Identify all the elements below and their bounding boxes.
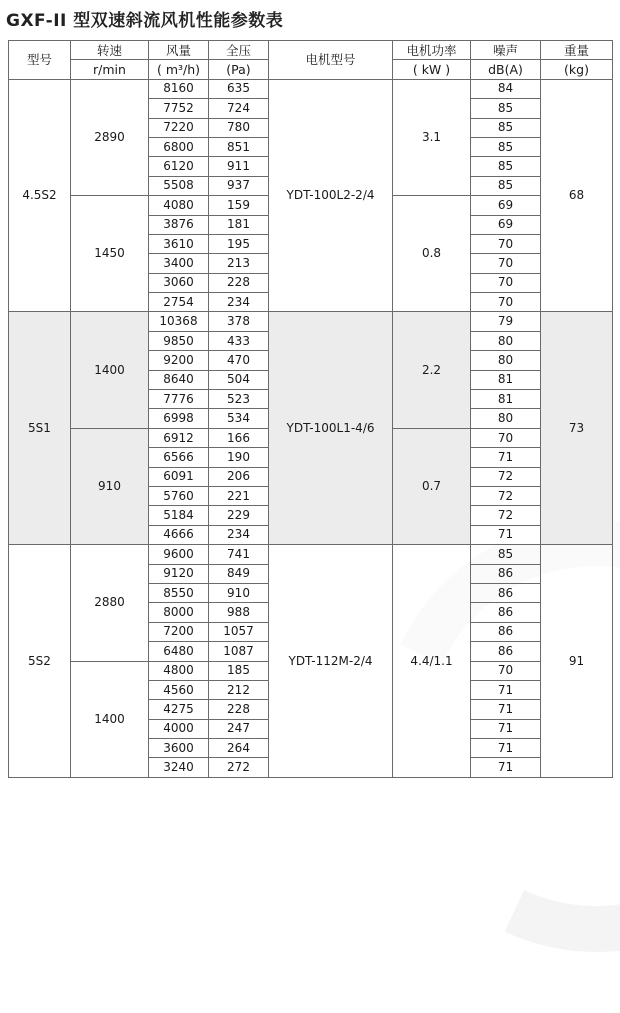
header-speed-unit: r/min [71, 60, 149, 79]
motor-cell: YDT-112M-2/4 [269, 545, 393, 778]
noise-cell: 71 [471, 758, 541, 777]
noise-cell: 85 [471, 176, 541, 195]
noise-cell: 85 [471, 157, 541, 176]
table-row [9, 545, 613, 564]
noise-cell: 71 [471, 719, 541, 738]
pressure-cell: 1057 [209, 622, 269, 641]
noise-cell: 84 [471, 79, 541, 98]
header-weight: 重量 [541, 41, 613, 60]
pressure-cell: 504 [209, 370, 269, 389]
weight-cell: 73 [541, 312, 613, 545]
noise-cell: 70 [471, 254, 541, 273]
pressure-cell: 166 [209, 428, 269, 447]
pressure-cell: 272 [209, 758, 269, 777]
airflow-cell: 5184 [149, 506, 209, 525]
pressure-cell: 470 [209, 351, 269, 370]
airflow-cell: 3610 [149, 234, 209, 253]
speed-cell: 1450 [71, 196, 149, 312]
model-cell: 5S1 [9, 312, 71, 545]
pressure-cell: 780 [209, 118, 269, 137]
pressure-cell: 988 [209, 603, 269, 622]
pressure-cell: 206 [209, 467, 269, 486]
airflow-cell: 7220 [149, 118, 209, 137]
header-model: 型号 [9, 41, 71, 80]
power-cell: 0.8 [393, 196, 471, 312]
pressure-cell: 724 [209, 99, 269, 118]
noise-cell: 69 [471, 196, 541, 215]
airflow-cell: 9850 [149, 331, 209, 350]
noise-cell: 86 [471, 564, 541, 583]
pressure-cell: 911 [209, 157, 269, 176]
airflow-cell: 6091 [149, 467, 209, 486]
motor-cell: YDT-100L2-2/4 [269, 79, 393, 312]
noise-cell: 86 [471, 583, 541, 602]
header-power-unit: ( kW ) [393, 60, 471, 79]
noise-cell: 70 [471, 428, 541, 447]
pressure-cell: 849 [209, 564, 269, 583]
pressure-cell: 741 [209, 545, 269, 564]
table-body [9, 79, 613, 777]
header-noise: 噪声 [471, 41, 541, 60]
airflow-cell: 6998 [149, 409, 209, 428]
weight-cell: 68 [541, 79, 613, 312]
pressure-cell: 221 [209, 486, 269, 505]
noise-cell: 86 [471, 642, 541, 661]
header-airflow-unit: ( m³/h) [149, 60, 209, 79]
header-noise-unit: dB(A) [471, 60, 541, 79]
motor-cell: YDT-100L1-4/6 [269, 312, 393, 545]
noise-cell: 85 [471, 545, 541, 564]
airflow-cell: 7200 [149, 622, 209, 641]
noise-cell: 70 [471, 661, 541, 680]
airflow-cell: 6120 [149, 157, 209, 176]
airflow-cell: 8640 [149, 370, 209, 389]
table-row [9, 79, 613, 98]
speed-cell: 1400 [71, 312, 149, 428]
airflow-cell: 6566 [149, 448, 209, 467]
pressure-cell: 229 [209, 506, 269, 525]
noise-cell: 71 [471, 700, 541, 719]
airflow-cell: 4275 [149, 700, 209, 719]
pressure-cell: 378 [209, 312, 269, 331]
noise-cell: 85 [471, 137, 541, 156]
airflow-cell: 3600 [149, 739, 209, 758]
pressure-cell: 937 [209, 176, 269, 195]
noise-cell: 69 [471, 215, 541, 234]
page-title: GXF-II 型双速斜流风机性能参数表 [6, 11, 284, 31]
airflow-cell: 8550 [149, 583, 209, 602]
noise-cell: 71 [471, 680, 541, 699]
pressure-cell: 1087 [209, 642, 269, 661]
pressure-cell: 264 [209, 739, 269, 758]
pressure-cell: 234 [209, 293, 269, 312]
airflow-cell: 8160 [149, 79, 209, 98]
noise-cell: 72 [471, 506, 541, 525]
noise-cell: 80 [471, 409, 541, 428]
pressure-cell: 228 [209, 273, 269, 292]
speed-cell: 2890 [71, 79, 149, 195]
pressure-cell: 212 [209, 680, 269, 699]
header-speed: 转速 [71, 41, 149, 60]
power-cell: 0.7 [393, 428, 471, 544]
pressure-cell: 234 [209, 525, 269, 544]
header-weight-unit: (kg) [541, 60, 613, 79]
airflow-cell: 4666 [149, 525, 209, 544]
airflow-cell: 3400 [149, 254, 209, 273]
noise-cell: 80 [471, 331, 541, 350]
noise-cell: 71 [471, 525, 541, 544]
noise-cell: 85 [471, 118, 541, 137]
airflow-cell: 5760 [149, 486, 209, 505]
airflow-cell: 6800 [149, 137, 209, 156]
model-cell: 5S2 [9, 545, 71, 778]
noise-cell: 81 [471, 370, 541, 389]
airflow-cell: 6480 [149, 642, 209, 661]
noise-cell: 72 [471, 467, 541, 486]
pressure-cell: 433 [209, 331, 269, 350]
power-cell: 3.1 [393, 79, 471, 195]
noise-cell: 85 [471, 99, 541, 118]
pressure-cell: 523 [209, 390, 269, 409]
airflow-cell: 4800 [149, 661, 209, 680]
pressure-cell: 910 [209, 583, 269, 602]
noise-cell: 80 [471, 351, 541, 370]
noise-cell: 70 [471, 293, 541, 312]
performance-table [8, 40, 613, 778]
airflow-cell: 4000 [149, 719, 209, 738]
airflow-cell: 9120 [149, 564, 209, 583]
airflow-cell: 9600 [149, 545, 209, 564]
pressure-cell: 185 [209, 661, 269, 680]
table-row [9, 312, 613, 331]
speed-cell: 910 [71, 428, 149, 544]
pressure-cell: 181 [209, 215, 269, 234]
airflow-cell: 7752 [149, 99, 209, 118]
airflow-cell: 10368 [149, 312, 209, 331]
pressure-cell: 851 [209, 137, 269, 156]
airflow-cell: 4080 [149, 196, 209, 215]
header-pressure: 全压 [209, 41, 269, 60]
header-power: 电机功率 [393, 41, 471, 60]
pressure-cell: 213 [209, 254, 269, 273]
noise-cell: 70 [471, 234, 541, 253]
pressure-cell: 195 [209, 234, 269, 253]
airflow-cell: 8000 [149, 603, 209, 622]
weight-cell: 91 [541, 545, 613, 778]
airflow-cell: 9200 [149, 351, 209, 370]
airflow-cell: 2754 [149, 293, 209, 312]
airflow-cell: 4560 [149, 680, 209, 699]
noise-cell: 79 [471, 312, 541, 331]
power-cell: 4.4/1.1 [393, 545, 471, 778]
airflow-cell: 3240 [149, 758, 209, 777]
speed-cell: 1400 [71, 661, 149, 777]
power-cell: 2.2 [393, 312, 471, 428]
airflow-cell: 3060 [149, 273, 209, 292]
pressure-cell: 159 [209, 196, 269, 215]
pressure-cell: 190 [209, 448, 269, 467]
airflow-cell: 6912 [149, 428, 209, 447]
speed-cell: 2880 [71, 545, 149, 661]
pressure-cell: 228 [209, 700, 269, 719]
pressure-cell: 534 [209, 409, 269, 428]
noise-cell: 72 [471, 486, 541, 505]
airflow-cell: 5508 [149, 176, 209, 195]
airflow-cell: 3876 [149, 215, 209, 234]
header-airflow: 风量 [149, 41, 209, 60]
noise-cell: 81 [471, 390, 541, 409]
airflow-cell: 7776 [149, 390, 209, 409]
model-cell: 4.5S2 [9, 79, 71, 312]
noise-cell: 86 [471, 622, 541, 641]
header-pressure-unit: (Pa) [209, 60, 269, 79]
noise-cell: 71 [471, 739, 541, 758]
noise-cell: 70 [471, 273, 541, 292]
noise-cell: 71 [471, 448, 541, 467]
noise-cell: 86 [471, 603, 541, 622]
pressure-cell: 247 [209, 719, 269, 738]
pressure-cell: 635 [209, 79, 269, 98]
header-motor: 电机型号 [269, 41, 393, 80]
